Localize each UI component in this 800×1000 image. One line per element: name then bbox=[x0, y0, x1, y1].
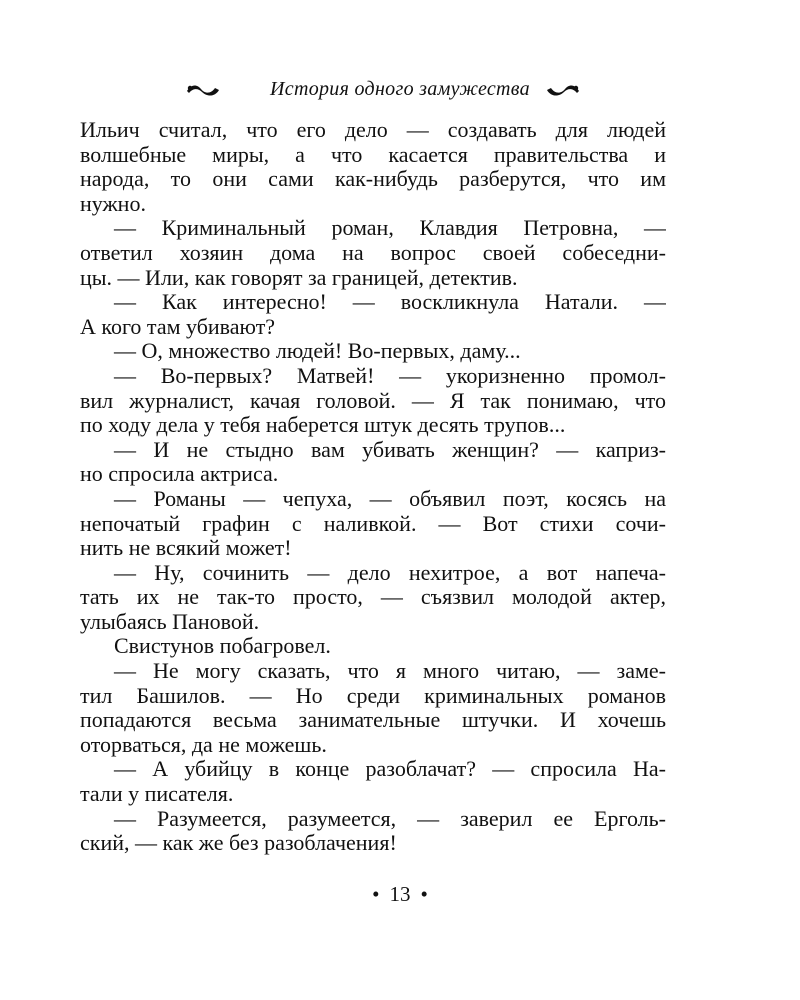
text-line: оторваться, да не можешь. bbox=[80, 732, 327, 757]
text-line: ский, — как же без разоблачения! bbox=[80, 831, 397, 856]
text-line: Свистунов побагровел. bbox=[114, 634, 331, 659]
text-line: — Во-первых? Матвей! — укоризненно промол- bbox=[114, 363, 666, 388]
text-line: попадаются весьма занимательные штучки. И хочешь bbox=[80, 708, 666, 733]
text-line: ответил хозяин дома на вопрос своей собеседни- bbox=[80, 240, 666, 265]
text-line: по ходу дела у тебя наберется штук десять трупов... bbox=[80, 413, 566, 438]
text-line: — Не могу сказать, что я много читаю, — заме- bbox=[114, 659, 666, 684]
text-line: — И не стыдно вам убивать женщин? — каприз- bbox=[114, 437, 666, 462]
text-line: тать их не так-то просто, — съязвил молодой актер, bbox=[80, 585, 666, 610]
ornament-right-icon bbox=[545, 82, 581, 98]
text-line: — Ну, сочинить — дело нехитрое, а вот напеча- bbox=[114, 560, 666, 585]
body-text bbox=[80, 118, 666, 856]
text-line: — Как интересно! — воскликнула Натали. — bbox=[114, 290, 666, 315]
text-line: нить не всякий может! bbox=[80, 536, 292, 561]
text-line: но спросила актриса. bbox=[80, 462, 279, 487]
text-line: — А убийцу в конце разоблачат? — спросила На- bbox=[114, 757, 666, 782]
book-title: История одного замужества bbox=[270, 78, 530, 100]
text-line: нужно. bbox=[80, 191, 146, 216]
text-line: вил журналист, качая головой. — Я так понимаю, что bbox=[80, 388, 666, 413]
text-line: непочатый графин с наливкой. — Вот стихи сочи- bbox=[80, 511, 666, 536]
text-line: цы. — Или, как говорят за границей, детектив. bbox=[80, 265, 518, 290]
bullet-right: • bbox=[420, 882, 428, 906]
text-line: — О, множество людей! Во-первых, даму... bbox=[114, 339, 521, 364]
bullet-left: • bbox=[372, 882, 380, 906]
page-footer bbox=[0, 882, 800, 907]
text-line: волшебные миры, а что касается правительства и bbox=[80, 142, 666, 167]
text-line: тали у писателя. bbox=[80, 782, 234, 807]
page-number: 13 bbox=[389, 882, 411, 906]
text-line: улыбаясь Пановой. bbox=[80, 609, 260, 634]
text-line: тил Башилов. — Но среди криминальных романов bbox=[80, 683, 666, 708]
text-line: — Разумеется, разумеется, — заверил ее Ерголь- bbox=[114, 806, 666, 831]
text-line: Ильич считал, что его дело — создавать для людей bbox=[80, 118, 666, 142]
text-line: А кого там убивают? bbox=[80, 314, 276, 339]
text-line: — Романы — чепуха, — объявил поэт, косясь на bbox=[114, 486, 666, 511]
running-header bbox=[0, 76, 800, 106]
text-line: народа, то они сами как-нибудь разберутся, что им bbox=[80, 167, 666, 192]
text-line: — Криминальный роман, Клавдия Петровна, — bbox=[114, 216, 666, 241]
